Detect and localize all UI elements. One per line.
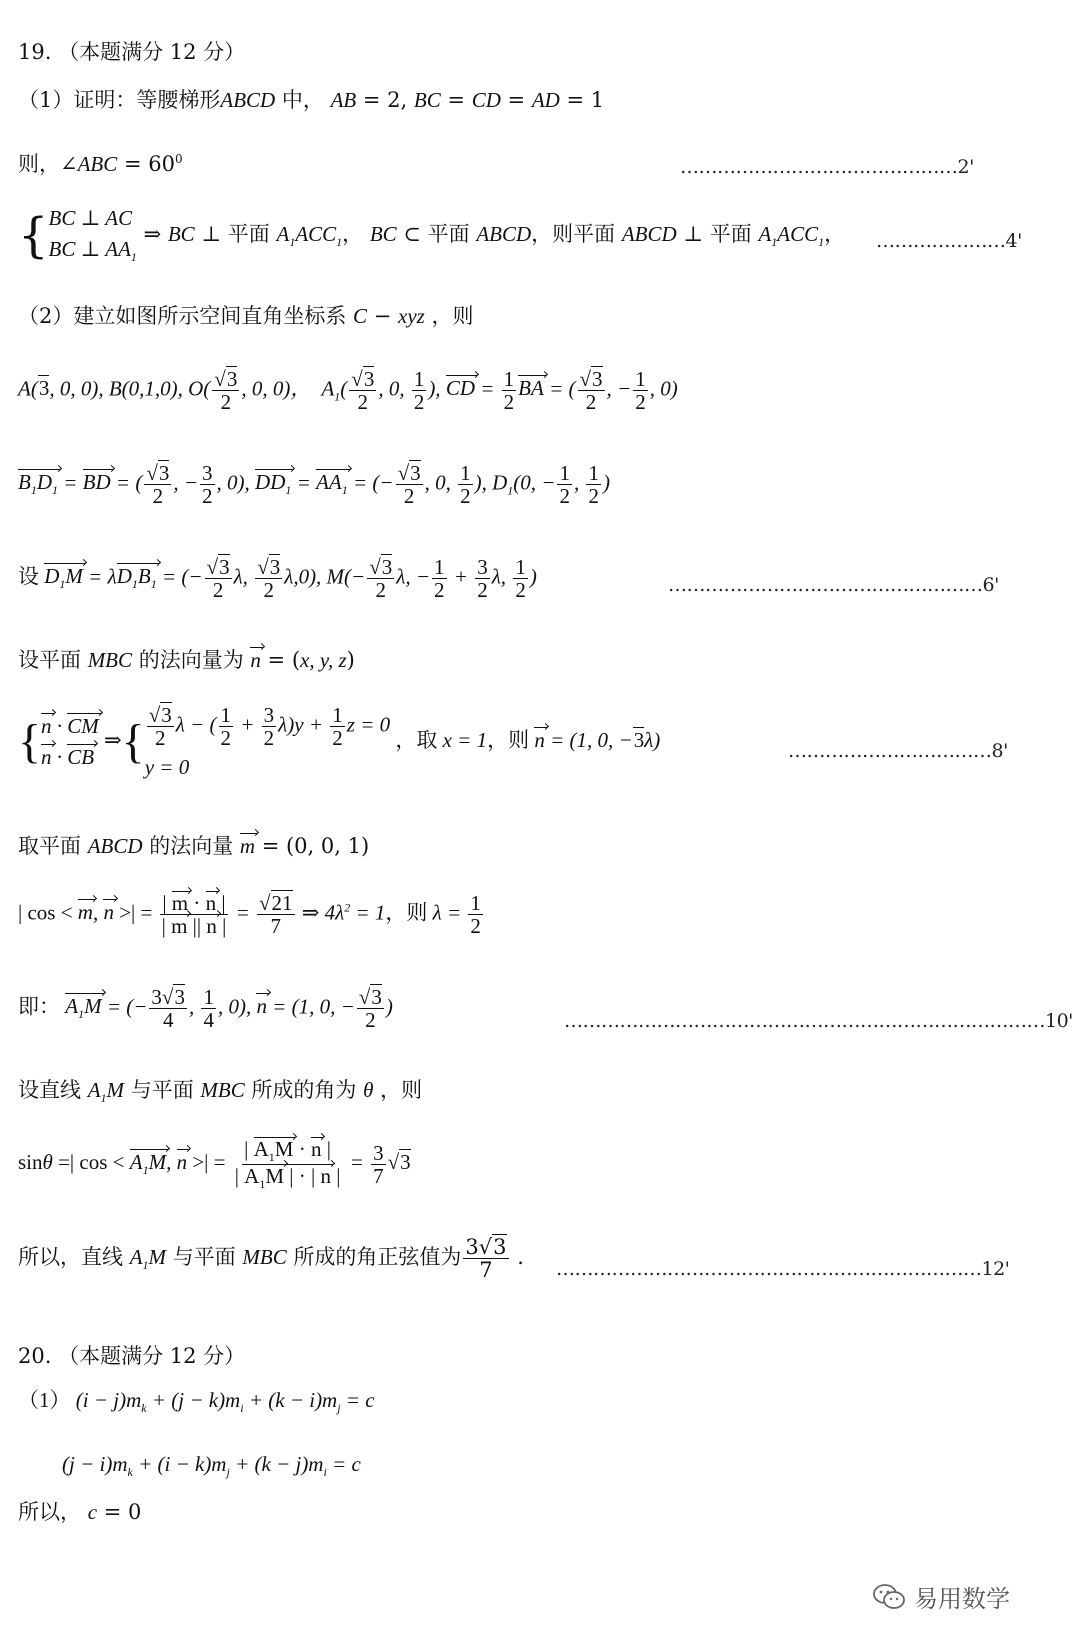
- q19-line-1: （1）证明：等腰梯形ABCD 中， AB = 2, BC = CD = AD = 1: [18, 88, 605, 112]
- q19-line-14: sinθ =| $\cos < A_1M$, n >| = $\frac{| A_1M \cdot n |}{| A_1M | \cdot | n |}$ = $\frac{3}{7}$ √3: [18, 1137, 411, 1191]
- q19-line-10: 取平面 ABCD 的法向量 m = (0, 0, 1): [18, 834, 370, 858]
- q19-line-4: （2）建立如图所示空间直角坐标系 C − xyz ，则: [18, 304, 474, 328]
- q19-line-12: 即： $A_1M$ = (− $\frac{3√3}{4}$ , $\frac{1}{4}$ , 0), n = (1, 0, − $\frac{√3}{2}$ ): [18, 985, 393, 1033]
- q19-line-15: 所以，直线 $A_1M$ 与平面 MBC 所成的角正弦值为 $\frac{3√3}{7}$ .: [18, 1235, 524, 1283]
- q19-line-5: A(3, 0, 0), B(0,1,0), O( $\frac{√3}{2}$ , 0, 0)， $A_1$( $\frac{√3}{2}$ , 0, $\frac{1}{2}$ ), CD = $\frac{1}{2}$ BA = ( $\frac{√3}{2}$ , − $\frac{1}{2}$ , 0): [18, 367, 678, 415]
- q19-line-13: 设直线 $A_1M$ 与平面 MBC 所成的角为 θ ，则: [18, 1078, 423, 1106]
- q19-line-11: | cos < m, n >| = $\frac{| m \cdot n |}{| m || n |}$ = $\frac{√21}{7}$ ⇒ $4\lambda^2 = 1$，则 λ = $\frac{1}{2}$: [18, 891, 481, 939]
- q19-line-6: $B_1D_1$ = BD = ( $\frac{√3}{2}$ , − $\frac{3}{2}$ , 0), $DD_1 = AA_1$ = (− $\frac{√3}{2}$ , 0, $\frac{1}{2}$ ), $D_1(0$, − $\frac{1}{2}$ , $\frac{1}{2}$ ): [18, 461, 610, 509]
- q19-line-9: { n · CM n · CB ⇒{ $\frac{√3}{2}$ λ − ( $\frac{1}{2}$ + $\frac{3}{2}$ λ)y + $\frac{1}{2}$ z = 0 y = 0 ，取 x = 1，则 n = (1, 0, −3λ): [18, 703, 661, 780]
- points-4: …………………4': [876, 230, 1022, 252]
- q20-heading: 20. （本题满分 12 分）: [18, 1344, 246, 1368]
- q19-line-3: { BC ⊥ AC BC ⊥ $AA_1$ ⇒ BC ⊥ 平面 $A_1ACC_1$， BC ⊂ 平面 ABCD，则平面 ABCD ⊥ 平面 $A_1ACC_1$，: [18, 206, 846, 265]
- q20-line-2: $(j - i)m_k + (i - k)m_j + (k - j)m_i = c$: [62, 1452, 361, 1480]
- points-12: ……………………………………………………………12': [556, 1258, 1010, 1280]
- watermark: [872, 1579, 1010, 1614]
- q19-heading: 19. （本题满分 12 分）: [18, 40, 246, 64]
- points-10: ……………………………………………………………………10': [564, 1010, 1073, 1032]
- q20-line-3: 所以， c = 0: [18, 1500, 142, 1524]
- q19-line-2: 则，∠ABC = $60^0$: [18, 152, 183, 176]
- q19-line-7: 设 $D_1M = \lambda D_1B_1$ = (− $\frac{√3}{2}$ λ, $\frac{√3}{2}$ λ,0), M(− $\frac{√3}{2}$ λ, − $\frac{1}{2}$ + $\frac{3}{2}$ λ, $\frac{1}{2}$ ): [18, 555, 537, 603]
- watermark-text: 易用数学: [914, 1585, 1010, 1613]
- points-2: ………………………………………2': [680, 156, 974, 178]
- q19-line-8: 设平面 MBC 的法向量为 n = (x, y, z): [18, 648, 355, 672]
- points-8: ……………………………8': [788, 740, 1008, 762]
- wechat-icon: [872, 1583, 906, 1611]
- points-6: ……………………………………………6': [668, 574, 999, 596]
- q20-line-1: （1） $(i - j)m_k + (j - k)m_i + (k - i)m_j = c$: [18, 1388, 375, 1416]
